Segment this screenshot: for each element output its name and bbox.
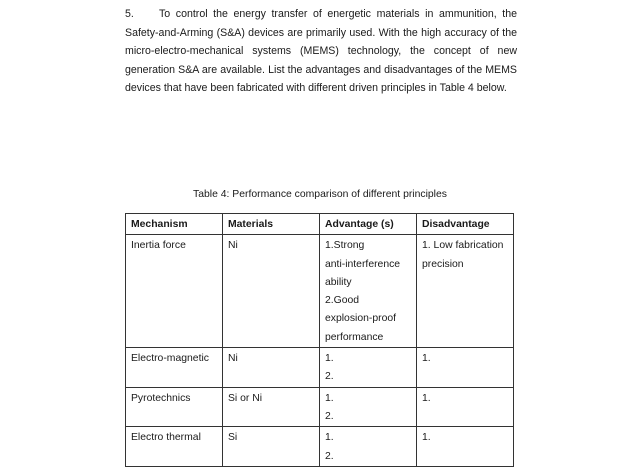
header-advantages: Advantage (s)	[320, 214, 417, 235]
table-header-row	[126, 214, 514, 235]
cell-mechanism: Electro-magnetic	[126, 348, 223, 388]
advantage-line: 2.	[325, 371, 334, 383]
question-number: 5.	[125, 8, 134, 20]
cell-materials: Si or Ni	[223, 387, 320, 427]
cell-disadvantage: 1. Low fabrication precision	[417, 235, 514, 348]
table-row	[126, 235, 514, 348]
cell-advantages	[320, 387, 417, 427]
advantage-line: 2.	[325, 450, 334, 462]
advantage-line: 1.	[325, 392, 334, 404]
advantage-line: performance	[325, 331, 384, 343]
advantage-line: explosion-proof	[325, 313, 397, 325]
cell-mechanism: Electro thermal	[126, 427, 223, 467]
cell-materials: Si	[223, 427, 320, 467]
header-mechanism: Mechanism	[126, 214, 223, 235]
cell-materials: Ni	[223, 235, 320, 348]
header-materials: Materials	[223, 214, 320, 235]
advantage-line: 1.Strong	[325, 240, 365, 252]
advantage-line: anti-interference	[325, 258, 401, 270]
cell-disadvantage: 1.	[417, 427, 514, 467]
cell-advantages	[320, 348, 417, 388]
advantage-line: 2.	[325, 410, 334, 422]
table-row	[126, 348, 514, 388]
advantage-line: 1.	[325, 432, 334, 444]
header-disadvantage: Disadvantage	[417, 214, 514, 235]
cell-disadvantage: 1.	[417, 348, 514, 388]
table-row	[126, 387, 514, 427]
cell-mechanism: Pyrotechnics	[126, 387, 223, 427]
cell-advantages	[320, 427, 417, 467]
table-row	[126, 427, 514, 467]
question-5	[125, 5, 517, 98]
question-text: To control the energy transfer of energetic materials in ammunition, the Safety-and-Arming (S&A) devices are primarily used. With the high accuracy of the micro-electro-mechanical systems (MEMS) technology, the concept of new generation S&A are available. List the advantages and disadvantages of the MEMS devices that have been fabricated with different driven principles in Table 4 below.	[125, 8, 517, 94]
cell-disadvantage: 1.	[417, 387, 514, 427]
performance-table	[125, 213, 514, 467]
advantage-line: 2.Good	[325, 295, 360, 307]
cell-materials: Ni	[223, 348, 320, 388]
advantage-line: 1.	[325, 353, 334, 365]
table-caption: Table 4: Performance comparison of different principles	[193, 189, 447, 200]
cell-advantages	[320, 235, 417, 348]
advantage-line: ability	[325, 276, 352, 288]
cell-mechanism: Inertia force	[126, 235, 223, 348]
